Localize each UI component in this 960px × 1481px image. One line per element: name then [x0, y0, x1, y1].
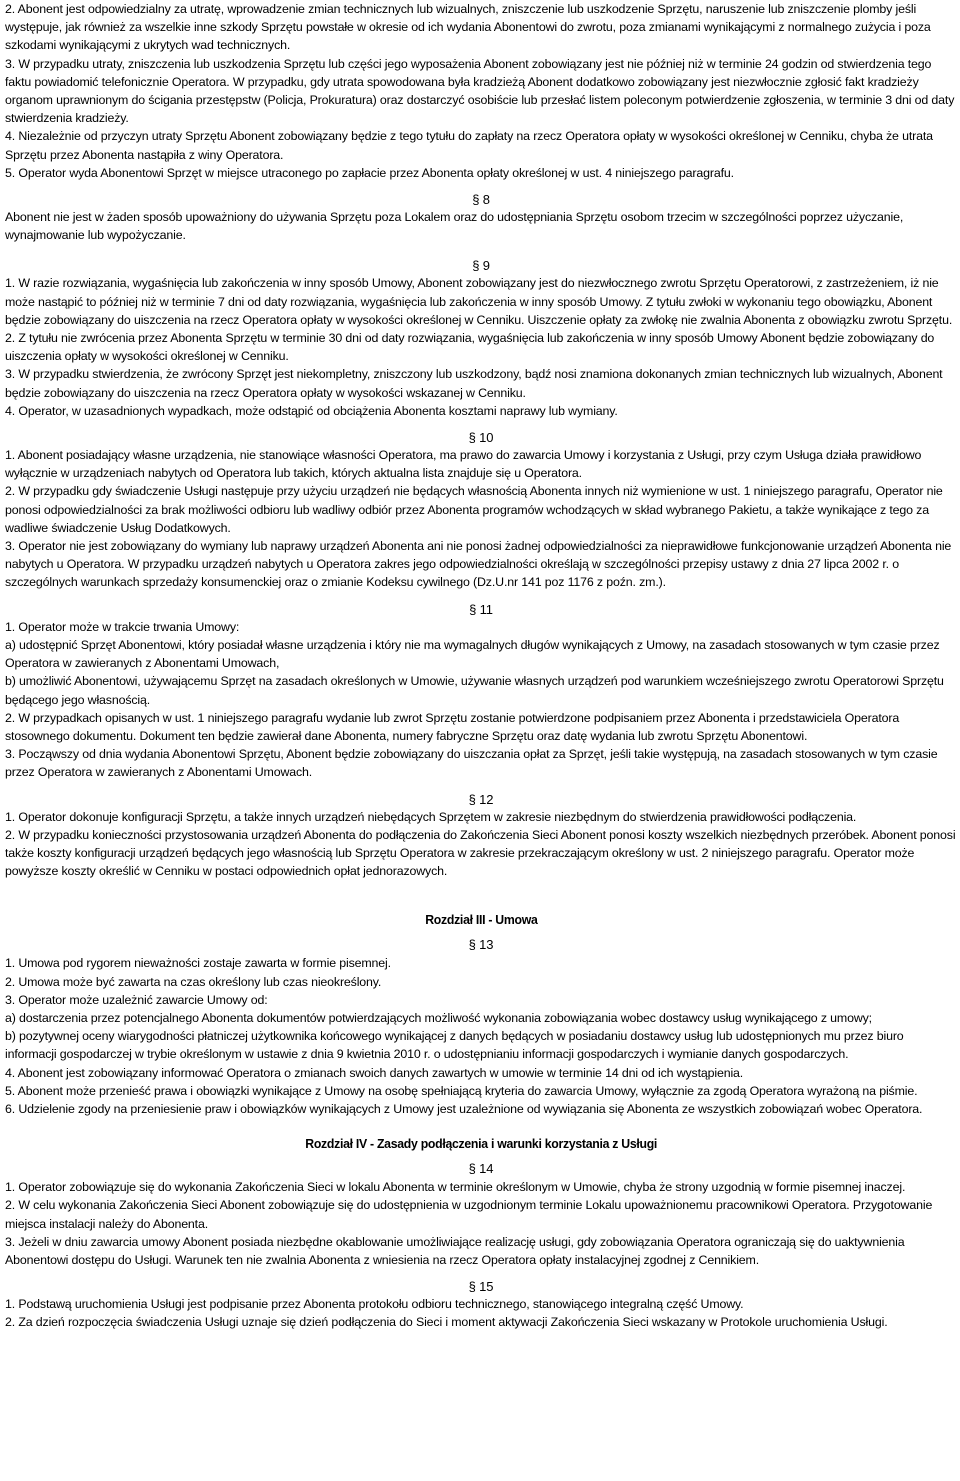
- section-sign-heading: § 15: [468, 1279, 494, 1295]
- paragraph: 1. Umowa pod rygorem nieważności zostaje zawarta w formie pisemnej.: [5, 956, 391, 971]
- paragraph: a) udostępnić Sprzęt Abonentowi, który posiadał własne urządzenia i który nie ma wymagalnych długów wynikających z Umowy, na zasadach stosowanych w tym czasie przez Operatora w zawieranych z Abonentami Umowach,: [5, 637, 940, 671]
- section-sign-heading: § 10: [468, 430, 494, 446]
- section-sign-heading: § 9: [472, 258, 490, 274]
- chapter-heading: [5, 908, 957, 932]
- chapter-heading-text: Rozdział III - Umowa: [424, 912, 538, 928]
- section-sign-heading: § 13: [468, 937, 494, 953]
- section-sign-heading: § 11: [469, 601, 493, 617]
- paragraph: 2. W celu wykonania Zakończenia Sieci Abonent zobowiązuje się do udostępnienia w uzgodnionym terminie Lokalu upoważnionemu pracownikowi Operatora. Przygotowanie miejsca instalacji należy do Abonenta.: [5, 1198, 933, 1231]
- paragraph: 1. Operator może w trakcie trwania Umowy:: [5, 619, 240, 634]
- paragraph: 2. Z tytułu nie zwrócenia przez Abonenta Sprzętu w terminie 30 dni od daty rozwiązania, wygaśnięcia lub zakończenia w inny sposób Umowy Abonent będzie zobowiązany do uiszczenia opłaty w wysokości określonej w Cenniku.: [5, 331, 935, 364]
- paragraph: 3. Począwszy od dnia wydania Abonentowi Sprzętu, Abonent będzie zobowiązany do uiszczania opłat za Sprzęt, jeśli takie występują, na zasadach stosowanych w tym czasie przez Operatora w zawieranych z Abonentami Umowach.: [5, 747, 938, 780]
- paragraph: 1. W razie rozwiązania, wygaśnięcia lub zakończenia w inny sposób Umowy, Abonent zobowiązany jest do niezwłocznego zwrotu Sprzętu Operatorowi, z zastrzeżeniem, iż nie może nastąpić to później niż w terminie 7 dni od daty rozwiązania, wygaśnięcia lub zakończenia w inny sposób Umowy. Z tytułu zwłoki w wykonaniu tego obowiązku, Abonent będzie zobowiązany do uiszczenia na rzecz Operatora opłaty w wysokości określonej w Cenniku. Uiszczenie opłaty za zwłokę nie zwalnia Abonenta z obowiązku zwrotu Sprzętu.: [5, 276, 953, 327]
- chapter-heading: [5, 1132, 957, 1156]
- paragraph: b) umożliwić Abonentowi, używającemu Sprzęt na zasadach określonych w Umowie, używanie własnych urządzeń pod warunkiem wcześniejszego zwrotu Operatorowi Sprzętu będącego jego własnością.: [5, 674, 944, 707]
- paragraph: 3. Operator nie jest zobowiązany do wymiany lub naprawy urządzeń Abonenta ani nie ponosi żadnej odpowiedzialności za nieprawidłowe funkcjonowanie urządzeń Abonenta nie nabytych u Operatora. W przypadku urządzeń nabytych u Operatora zakres jego odpowiedzialności określają w szczególności przepisy ustawy z dnia 27 lipca 2002 r. o szczególnych warunkach sprzedaży konsumenckiej oraz o zmianie Kodeksu cywilnego (Dz.U.nr 141 poz 1176 z poźn. zm.).: [5, 539, 952, 590]
- paragraph: 6. Udzielenie zgody na przeniesienie praw i obowiązków wynikających z Umowy jest uzależnione od wywiązania się Abonenta ze wszystkich zobowiązań wobec Operatora.: [5, 1101, 923, 1116]
- paragraph: a) dostarczenia przez potencjalnego Abonenta dokumentów potwierdzających możliwość wykonania zobowiązania wobec dostawcy usług wynikającego z umowy;: [5, 1010, 872, 1025]
- paragraph: 2. Abonent jest odpowiedzialny za utratę, wprowadzenie zmian technicznych lub wizualnych, zniszczenie lub uszkodzenie Sprzętu, naruszenie lub zniszczenie plomby jeśli występuje, jak również za wszelkie inne szkody Sprzętu powstałe w okresie od ich wydania Abonentowi do zwrotu, poza zmianami wynikającymi z normalnego zużycia i poza szkodami wynikającymi z ukrytych wad technicznych.: [5, 2, 931, 53]
- paragraph: 4. Operator, w uzasadnionych wypadkach, może odstąpić od obciążenia Abonenta kosztami naprawy lub wymiany.: [5, 403, 618, 418]
- paragraph: 1. Abonent posiadający własne urządzenia, nie stanowiące własności Operatora, ma prawo do zawarcia Umowy i korzystania z Usługi, przy czym Usługa działa prawidłowo wyłącznie w urządzeniach nabytych od Operatora lub takich, których aktualna lista znajduje się u Operatora.: [5, 448, 922, 481]
- paragraph: 5. Abonent może przenieść prawa i obowiązki wynikające z Umowy na osobę spełniającą kryteria do zawarcia Umowy, wyłącznie za zgodą Operatora wyrażoną na piśmie.: [5, 1083, 918, 1098]
- paragraph: 2. Za dzień rozpoczęcia świadczenia Usługi uznaje się dzień podłączenia do Sieci i moment aktywacji Zakończenia Sieci wskazany w Protokole uruchomienia Usługi.: [5, 1315, 888, 1330]
- chapter-heading-text: Rozdział IV - Zasady podłączenia i warunki korzystania z Usługi: [305, 1136, 657, 1152]
- paragraph: b) pozytywnej oceny wiarygodności płatniczej użytkownika końcowego wynikającej z danych będących w posiadaniu dostawcy usług lub udostępnionych mu przez biuro informacji gospodarczej w trybie określonym w ustawie z dnia 9 kwietnia 2010 r. o udostępnianiu informacji gospodarczych i wymianie danych gospodarczych.: [5, 1029, 904, 1062]
- paragraph: 4. Niezależnie od przyczyn utraty Sprzętu Abonent zobowiązany będzie z tego tytułu do zapłaty na rzecz Operatora opłaty w wysokości określonej w Cenniku, chyba że utrata Sprzętu przez Abonenta nastąpiła z winy Operatora.: [5, 129, 933, 162]
- section-sign-heading: § 8: [472, 192, 490, 208]
- paragraph: 4. Abonent jest zobowiązany informować Operatora o zmianach swoich danych zawartych w umowie w terminie 14 dni od ich wystąpienia.: [5, 1065, 744, 1080]
- section-spacer: [5, 880, 957, 908]
- section-sign-heading: § 14: [468, 1161, 494, 1177]
- paragraph: 2. W przypadku konieczności przystosowania urządzeń Abonenta do podłączenia do Zakończenia Sieci Abonent ponosi koszty wszelkich niezbędnych przeróbek. Abonent ponosi także koszty konfiguracji urządzeń będących jego własnością lub Sprzętu Operatora w zakresie przekraczającym określony w ust. 2 niniejszego paragrafu. Operator może powyższe koszty określić w Cenniku w postaci odpowiednich opłat jednorazowych.: [5, 827, 956, 879]
- paragraph: 2. W przypadkach opisanych w ust. 1 niniejszego paragrafu wydanie lub zwrot Sprzętu zostanie potwierdzone podpisaniem przez Abonenta i przedstawiciela Operatora stosownego dokumentu. Dokument ten będzie zawierał dane Abonenta, numery fabryczne Sprzętu oraz datę wydania lub zwrotu Sprzętu Abonentowi.: [5, 710, 900, 743]
- paragraph: 3. Operator może uzależnić zawarcie Umowy od:: [5, 992, 268, 1007]
- section-sign-heading: § 12: [468, 791, 494, 807]
- paragraph: 1. Operator dokonuje konfiguracji Sprzętu, a także innych urządzeń niebędących Sprzętem w zakresie niezbędnym do stwierdzenia prawidłowości podłączenia.: [5, 809, 857, 824]
- paragraph: 1. Operator zobowiązuje się do wykonania Zakończenia Sieci w lokalu Abonenta w terminie określonym w Umowie, chyba że strony uzgodnią w formie pisemnej inaczej.: [5, 1180, 906, 1195]
- paragraph: 2. Umowa może być zawarta na czas określony lub czas nieokreślony.: [5, 974, 382, 989]
- section-spacer: [5, 1118, 957, 1132]
- paragraph: 5. Operator wyda Abonentowi Sprzęt w miejsce utraconego po zapłacie przez Abonenta opłaty określonej w ust. 4 niniejszego paragrafu.: [5, 165, 734, 180]
- paragraph: 3. W przypadku stwierdzenia, że zwrócony Sprzęt jest niekompletny, zniszczony lub uszkodzony, bądź nosi znamiona dokonanych zmian technicznych lub wizualnych, Abonent będzie zobowiązany do uiszczenia na rzecz Operatora opłaty w wysokości wskazanej w Cenniku.: [5, 367, 943, 400]
- paragraph: Abonent nie jest w żaden sposób upoważniony do używania Sprzętu poza Lokalem oraz do udostępniania Sprzętu osobom trzecim w szczególności poprzez użyczanie, wynajmowanie lub wypożyczanie.: [5, 210, 904, 243]
- paragraph: 1. Podstawą uruchomienia Usługi jest podpisanie przez Abonenta protokołu odbioru technicznego, stanowiącego integralną część Umowy.: [5, 1297, 744, 1312]
- paragraph: 3. W przypadku utraty, zniszczenia lub uszkodzenia Sprzętu lub części jego wyposażenia Abonent zobowiązany jest nie później niż w terminie 24 godzin od stwierdzenia tego faktu powiadomić telefonicznie Operatora. W przypadku, gdy utrata spowodowana była kradzieżą Abonent dodatkowo zobowiązany jest niezwłocznie zgłosić fakt kradzieży organom uprawnionym do ścigania przestępstw (Policja, Prokuratura) oraz dostarczyć osobiście lub przesłać listem poleconym potwierdzenie zgłoszenia, w terminie 3 dni od daty stwierdzenia kradzieży.: [5, 56, 955, 126]
- paragraph: 3. Jeżeli w dniu zawarcia umowy Abonent posiada niezbędne okablowanie umożliwiające realizację usługi, gdy zobowiązania Operatora ograniczają się do uaktywnienia Abonentowi dostępu do Usługi. Warunek ten nie zwalnia Abonenta z wniesienia na rzecz Operatora opłaty instalacyjnej zgodnej z Cennikiem.: [5, 1234, 905, 1267]
- paragraph: 2. W przypadku gdy świadczenie Usługi następuje przy użyciu urządzeń nie będących własnością Abonenta innych niż wymienione w ust. 1 niniejszego paragrafu, Operator nie ponosi odpowiedzialności za brak możliwości odbioru lub wadliwy odbiór przez Abonenta programów wchodzących w skład wybranego Pakietu, a także wynikające z tego za wadliwe świadczenie Usług Dodatkowych.: [5, 484, 943, 535]
